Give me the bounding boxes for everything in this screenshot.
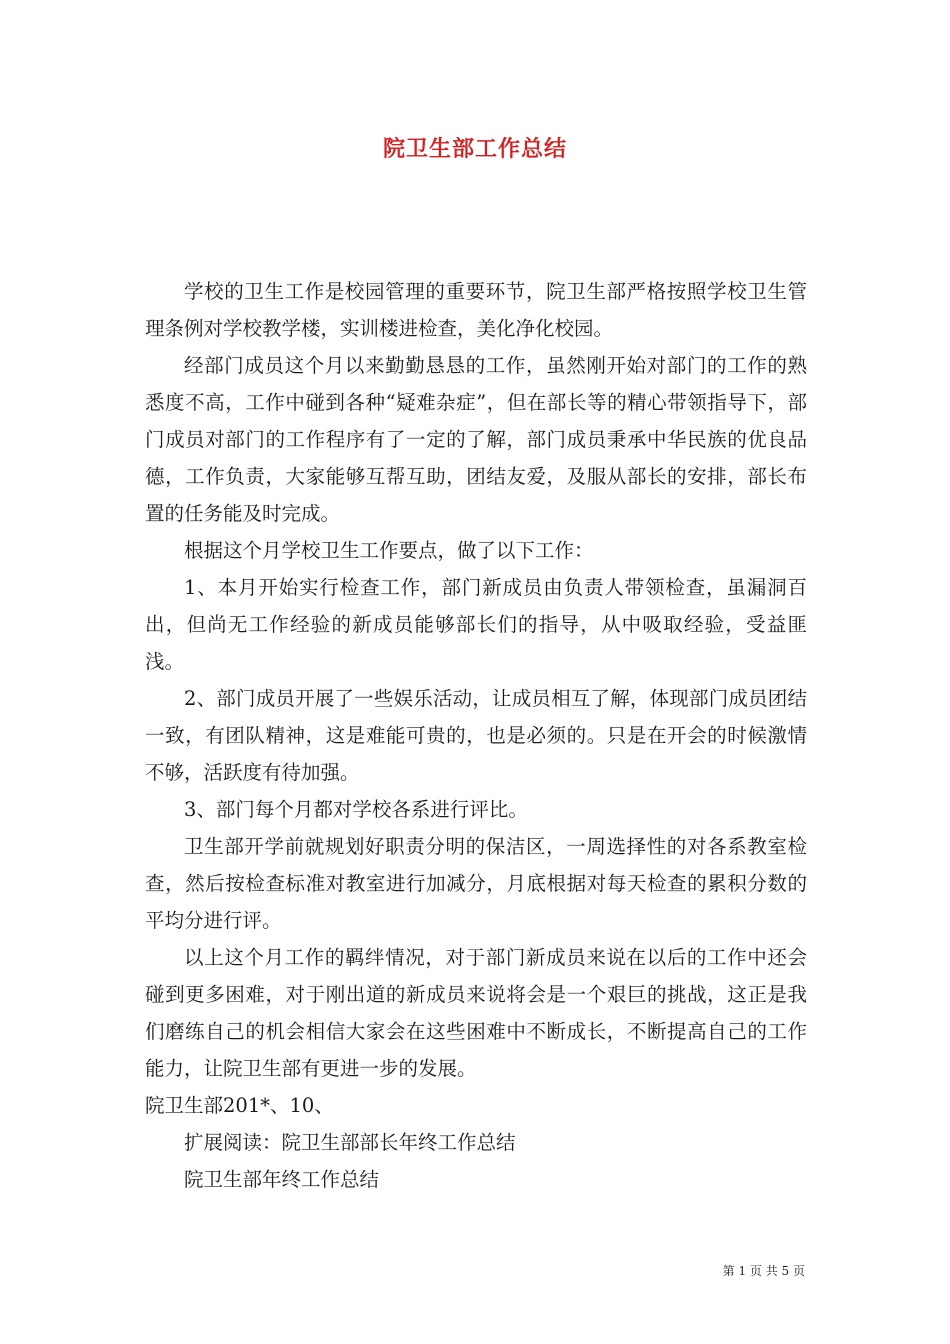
paragraph: 卫生部开学前就规划好职责分明的保洁区，一周选择性的对各系教室检查，然后按检查标准对教室进行加减分，月底根据对每天检查的累积分数的平均分进行评。 xyxy=(145,835,807,932)
paragraph: 1、本月开始实行检查工作，部门新成员由负责人带领检查，虽漏洞百出，但尚无工作经验的新成员能够部长们的指导，从中吸取经验，受益匪浅。 xyxy=(145,576,807,673)
page-number: 第 1 页 共 5 页 xyxy=(722,1264,805,1278)
document-title: 院卫生部工作总结 xyxy=(382,136,567,162)
paragraph: 3、部门每个月都对学校各系进行评比。 xyxy=(184,798,528,821)
paragraph: 学校的卫生工作是校园管理的重要环节，院卫生部严格按照学校卫生管理条例对学校教学楼，实训楼进检查，美化净化校园。 xyxy=(145,280,807,340)
signature: 院卫生部201*、10、 xyxy=(145,1094,334,1117)
paragraph: 以上这个月工作的羁绊情况，对于部门新成员来说在以后的工作中还会碰到更多困难，对于刚出道的新成员来说将会是一个艰巨的挑战，这正是我们磨练自己的机会相信大家会在这些困难中不断成长，不断提高自己的工作能力，让院卫生部有更进一步的发展。 xyxy=(145,946,807,1080)
document-body xyxy=(145,273,807,1198)
next-heading: 院卫生部年终工作总结 xyxy=(184,1168,380,1191)
extended-reading: 扩展阅读：院卫生部部长年终工作总结 xyxy=(184,1131,516,1154)
paragraph: 2、部门成员开展了一些娱乐活动，让成员相互了解，体现部门成员团结一致，有团队精神，这是难能可贵的，也是必须的。只是在开会的时候激情不够，活跃度有待加强。 xyxy=(145,687,807,784)
paragraph: 经部门成员这个月以来勤勤恳恳的工作，虽然刚开始对部门的工作的熟悉度不高，工作中碰到各种“疑难杂症”，但在部长等的精心带领指导下，部门成员对部门的工作程序有了一定的了解，部门成员秉承中华民族的优良品德，工作负责，大家能够互帮互助，团结友爱，及服从部长的安排，部长布置的任务能及时完成。 xyxy=(145,354,807,525)
paragraph: 根据这个月学校卫生工作要点，做了以下工作： xyxy=(184,539,594,562)
